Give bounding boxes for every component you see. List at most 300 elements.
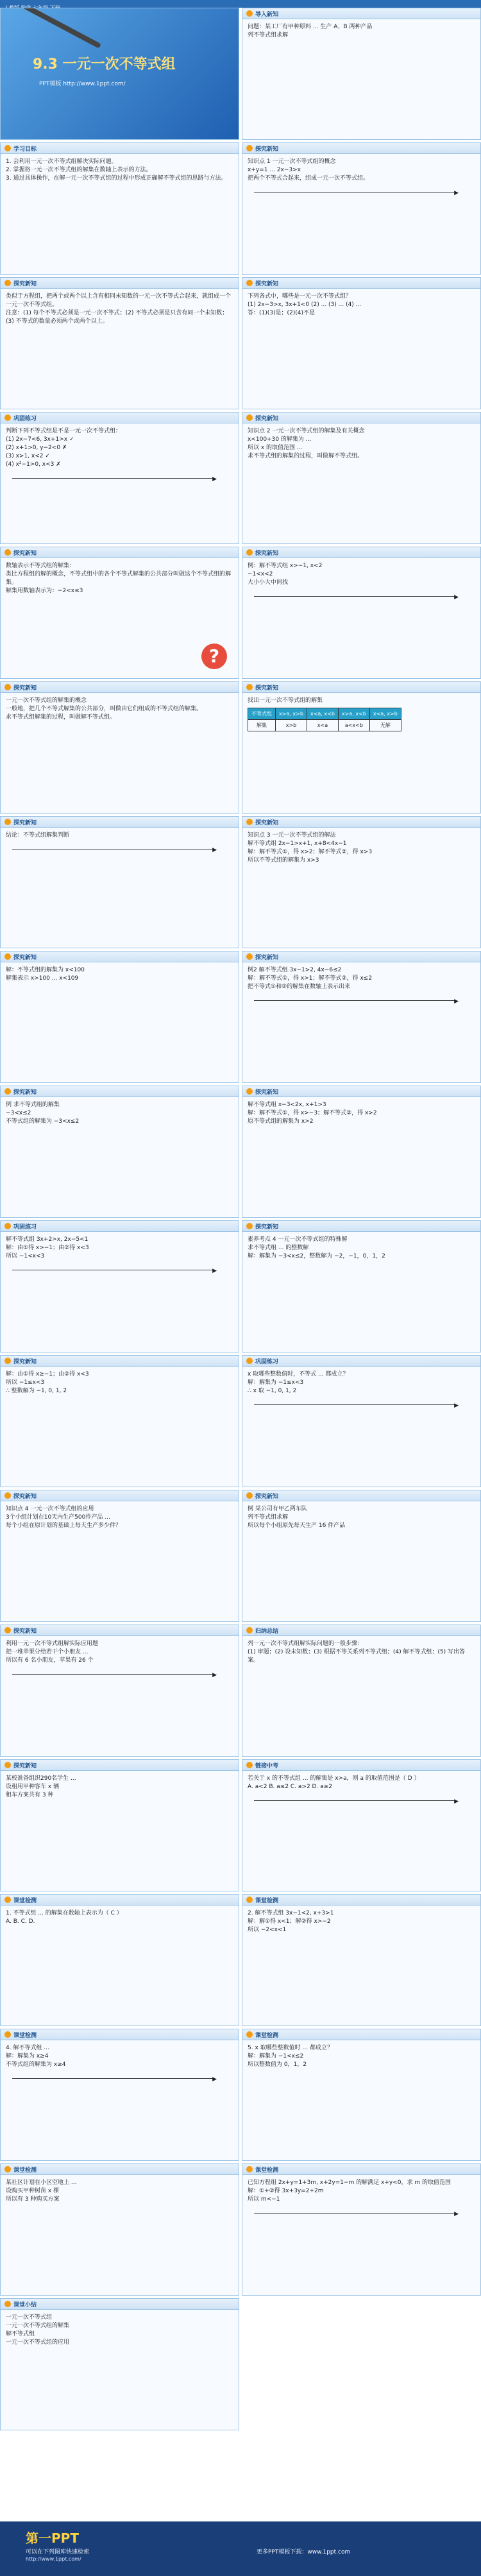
- bullet-icon: [246, 1897, 253, 1903]
- slide-body: [1, 1636, 239, 1685]
- slide-line: 大小小大中间找: [248, 579, 289, 586]
- slide-grid: [0, 8, 481, 2430]
- bullet-icon: [246, 549, 253, 556]
- slide-title: 探究新知: [13, 1493, 37, 1500]
- slide: [0, 1355, 239, 1487]
- slide-body: [1, 2040, 239, 2090]
- number-line-axis: [254, 596, 456, 597]
- slide-line: 判断下列不等式组是不是一元一次不等式组：: [6, 428, 122, 434]
- slide-line: 解：解不等式①，得 x>1；解不等式②，得 x≤2: [248, 975, 373, 982]
- bullet-icon: [246, 684, 253, 690]
- bullet-icon: [246, 414, 253, 421]
- slide-header: [1, 951, 239, 962]
- slide: [242, 142, 481, 275]
- slide-line: (1) 2x−7<6, 3x+1>x ✓: [6, 436, 74, 443]
- slide-title: 探究新知: [255, 550, 279, 557]
- slide-body: [242, 962, 480, 1012]
- slide-line: 解集用数轴表示为：−2<x≤3: [6, 588, 83, 594]
- slide-title: 课堂检测: [13, 2167, 37, 2174]
- slide-line: 所以 −2<x<1: [248, 1927, 287, 1933]
- pen-decoration: [14, 8, 101, 49]
- cover-url: PPT模板 http://www.1ppt.com/: [39, 81, 126, 87]
- slide-header: [242, 278, 480, 289]
- number-line-arrow-icon: ▶: [212, 1672, 217, 1678]
- slide: [242, 1625, 481, 1757]
- slide-body: [1, 289, 239, 330]
- table-header-cell: x<a, x<b: [307, 708, 338, 720]
- number-line-arrow-icon: ▶: [212, 847, 217, 853]
- slide-line: 所以 x 的取值范围 ...: [248, 445, 303, 451]
- table-cell: a<x<b: [338, 720, 369, 731]
- slide-title: 课堂小结: [13, 2301, 37, 2308]
- slide-title: 课堂检测: [13, 2032, 37, 2039]
- slide-line: ∴ x 取 −1, 0, 1, 2: [248, 1388, 297, 1394]
- slide-header: [242, 1356, 480, 1367]
- slide-body: [242, 1501, 480, 1534]
- slide-title: 学习目标: [13, 146, 37, 153]
- footer: [0, 2521, 481, 2576]
- slide-header: [242, 2029, 480, 2040]
- slide-header: [1, 1490, 239, 1501]
- slide-header: [242, 1625, 480, 1636]
- bullet-icon: [4, 1897, 11, 1903]
- slide-line: 某校准备组织290名学生 ...: [6, 1775, 76, 1782]
- top-bar: [0, 0, 481, 8]
- slide: [242, 412, 481, 544]
- slide-line: 一元一次不等式组: [6, 2314, 53, 2321]
- slide-body: [242, 558, 480, 608]
- slide-title: 探究新知: [255, 954, 279, 961]
- number-line-axis: [12, 1674, 214, 1675]
- slide-title: 探究新知: [13, 1628, 37, 1635]
- bullet-icon: [4, 1358, 11, 1364]
- slide-title: 探究新知: [13, 954, 37, 961]
- solution-table: [248, 708, 401, 731]
- slide-line: 知识点 4 一元一次不等式组的应用: [6, 1506, 94, 1512]
- bullet-icon: [246, 1492, 253, 1499]
- slide-body: [242, 1636, 480, 1669]
- slide: [242, 1759, 481, 1891]
- slide-line: 设购买甲种树苗 x 棵: [6, 2188, 60, 2194]
- slide-line: 所以 m<−1: [248, 2196, 280, 2203]
- slide-line: 知识点 1 一元一次不等式组的概念: [248, 158, 336, 165]
- slide-line: 所以有 3 种购买方案: [6, 2196, 60, 2203]
- slide-body: [242, 1367, 480, 1416]
- slide-line: 若关于 x 的不等式组 ... 的解集是 x>a，则 a 的取值范围是（ D ）: [248, 1775, 420, 1782]
- slide-body: [1, 828, 239, 860]
- slide-line: 2. 解不等式组 3x−1<2, x+3>1: [248, 1910, 334, 1916]
- slide-title: 探究新知: [13, 819, 37, 826]
- slide-line: 类似于方程组，把两个或两个以上含有相同未知数的一元一次不等式合起来，就组成一个一元一次不等式组。: [6, 293, 232, 308]
- bullet-icon: [246, 1762, 253, 1768]
- number-line: [248, 2206, 475, 2221]
- slide-header: [1, 2299, 239, 2310]
- slide-title: 探究新知: [255, 1089, 279, 1096]
- slide-line: (3) x>1, x<2 ✓: [6, 453, 50, 459]
- table-cell: x>b: [276, 720, 307, 731]
- slide: [0, 1086, 239, 1218]
- slide-line: A. B. C. D.: [6, 1918, 35, 1925]
- slide-header: [242, 817, 480, 828]
- slide-line: 所以有 6 名小朋友，苹果有 26 个: [6, 1657, 94, 1664]
- number-line: [6, 842, 233, 857]
- slide-line: 3. 通过具体操作，在解一元一次不等式组的过程中形成正确解不等式组的思路与方法。: [6, 175, 227, 182]
- slide-title: 探究新知: [255, 1493, 279, 1500]
- slide: [242, 951, 481, 1083]
- slide: [242, 1355, 481, 1487]
- slide-line: 解：解集为 −1<x≤2: [248, 2053, 304, 2060]
- slide-body: [1, 1501, 239, 1534]
- slide-line: 3个小组计划在10天内生产500件产品 ...: [6, 1514, 110, 1521]
- slide: [0, 816, 239, 948]
- slide-body: [1, 2175, 239, 2208]
- slide-line: 把不等式①和②的解集在数轴上表示出来: [248, 984, 351, 990]
- slide-header: [1, 817, 239, 828]
- slide-header: [242, 8, 480, 19]
- slide-body: [242, 2175, 480, 2224]
- slide-body: [242, 289, 480, 321]
- number-line-arrow-icon: ▶: [454, 1403, 459, 1409]
- slide-line: ∴ 整数解为 −1, 0, 1, 2: [6, 1388, 67, 1394]
- slide-body: [1, 1906, 239, 1930]
- slide-line: 知识点 3 一元一次不等式组的解法: [248, 832, 336, 839]
- slide-title: 探究新知: [255, 280, 279, 287]
- slide-header: [242, 143, 480, 154]
- number-line: [6, 2072, 233, 2086]
- number-line: [248, 994, 475, 1008]
- number-line-axis: [254, 1404, 456, 1405]
- slide-line: (2) x+1>0, y−2<0 ✗: [6, 445, 67, 451]
- slide-body: [242, 1232, 480, 1265]
- slide-header: [1, 547, 239, 558]
- slide-line: 1. 会利用一元一次不等式组解决实际问题。: [6, 158, 117, 165]
- slide-title: 课堂检测: [255, 1897, 279, 1904]
- question-mark-icon: ?: [201, 644, 227, 669]
- slide: [0, 2163, 239, 2296]
- slide-header: [242, 682, 480, 693]
- slide: [0, 1490, 239, 1622]
- slide-title: 探究新知: [13, 280, 37, 287]
- slide-line: 2. 掌握将一元一次不等式组的解集在数轴上表示的方法。: [6, 167, 152, 173]
- slide-line: (4) x²−1>0, x<3 ✗: [6, 461, 61, 468]
- slide: [0, 2298, 239, 2430]
- slide-line: 列不等式组求解: [248, 1514, 289, 1521]
- footer-line-1: 可以在下列图库快速检索: [26, 2549, 90, 2555]
- slide-line: 解：解不等式①，得 x>−3；解不等式②，得 x>2: [248, 1110, 377, 1116]
- slide-line: 解：由①得 x≥−1；由②得 x<3: [6, 1371, 89, 1378]
- bullet-icon: [4, 549, 11, 556]
- slide-body: [242, 423, 480, 465]
- table-header-cell: x>a, x<b: [338, 708, 369, 720]
- slide-header: [1, 1895, 239, 1906]
- slide-header: [242, 2164, 480, 2175]
- slide-body: [1, 1232, 239, 1281]
- slide: [242, 277, 481, 409]
- slide-header: [242, 1221, 480, 1232]
- slide-body: [242, 2040, 480, 2073]
- number-line-arrow-icon: ▶: [454, 998, 459, 1005]
- slide-title: 探究新知: [13, 1089, 37, 1096]
- bullet-icon: [246, 819, 253, 825]
- slide: [242, 1086, 481, 1218]
- slide-header: [1, 2164, 239, 2175]
- slide-line: 列一元一次不等式组解实际问题的一般步骤：: [248, 1641, 364, 1647]
- slide-line: 原不等式组的解集为 x>2: [248, 1118, 314, 1125]
- table-cell: x<a: [307, 720, 338, 731]
- slide-line: 解不等式组 3x+2>x, 2x−5<1: [6, 1236, 89, 1243]
- number-line: [6, 472, 233, 486]
- cover-title: 9.3 一元一次不等式组: [33, 56, 176, 73]
- slide-line: (1) 2x−3>x, 3x+1<0 (2) ... (3) ... (4) ...: [248, 302, 362, 308]
- slide-line: 租车方案共有 3 种: [6, 1792, 54, 1798]
- slide: [0, 951, 239, 1083]
- slide-line: 利用一元一次不等式组解实际应用题: [6, 1641, 99, 1647]
- number-line-arrow-icon: ▶: [212, 476, 217, 482]
- bullet-icon: [246, 145, 253, 151]
- slide-line: 所以每个小组原先每天生产 16 件产品: [248, 1523, 346, 1529]
- bullet-icon: [4, 684, 11, 690]
- bullet-icon: [246, 2031, 253, 2038]
- slide-line: 解：解集为 −1≤x<3: [248, 1379, 304, 1386]
- bullet-icon: [246, 953, 253, 960]
- number-line-arrow-icon: ▶: [454, 2211, 459, 2217]
- slide-title: 探究新知: [255, 819, 279, 826]
- number-line: [248, 1398, 475, 1412]
- slide: [0, 1894, 239, 2026]
- number-line-axis: [12, 2078, 214, 2079]
- bullet-icon: [4, 1762, 11, 1768]
- slide-body: [242, 1906, 480, 1938]
- slide-title: 导入新知: [255, 11, 279, 18]
- bullet-icon: [4, 953, 11, 960]
- slide: [242, 547, 481, 679]
- slide-body: [1, 154, 239, 187]
- number-line: [248, 1794, 475, 1808]
- slide: [242, 2163, 481, 2296]
- slide-body: [1, 558, 239, 599]
- slide-line: 所以不等式组的解集为 x>3: [248, 857, 319, 864]
- slide-line: 把一堆苹果分给若干个小朋友 ...: [6, 1649, 89, 1655]
- number-line-axis: [254, 1000, 456, 1001]
- slide-line: 某社区计划在小区空地上 ...: [6, 2179, 77, 2186]
- slide-title: 探究新知: [255, 1224, 279, 1231]
- slide-line: 求不等式组 ... 的整数解: [248, 1245, 309, 1251]
- bullet-icon: [4, 414, 11, 421]
- slide-body: [242, 154, 480, 203]
- number-line-arrow-icon: ▶: [212, 1268, 217, 1274]
- slide-line: x+y=1 ... 2x−3>x: [248, 167, 301, 173]
- slide: [0, 412, 239, 544]
- bullet-icon: [4, 1088, 11, 1095]
- slide-line: 一元一次不等式组的应用: [6, 2339, 70, 2346]
- cover-slide: [0, 8, 239, 140]
- slide-line: 结论：不等式组解集判断: [6, 832, 70, 839]
- slide-line: 答：(1)(3)是；(2)(4)不是: [248, 310, 315, 316]
- slide-line: 解不等式组 x−3<2x, x+1>3: [248, 1102, 326, 1108]
- slide-line: 问题：某工厂有甲种原料 ... 生产 A、B 两种产品: [248, 24, 373, 30]
- slide-body: [242, 828, 480, 869]
- slide-body: [242, 693, 480, 735]
- slide: [242, 2029, 481, 2161]
- slide-line: 例2 解不等式组 3x−1>2, 4x−6≤2: [248, 967, 342, 973]
- slide-title: 课堂检测: [13, 1897, 37, 1904]
- slide-header: [242, 951, 480, 962]
- slide-body: [1, 1367, 239, 1399]
- slide-line: 例 求不等式组的解集: [6, 1102, 60, 1108]
- table-cell: 解集: [248, 720, 276, 731]
- slide-body: [1, 962, 239, 987]
- slide-line: 不等式组的解集为 x≥4: [6, 2061, 66, 2068]
- slide-header: [1, 1356, 239, 1367]
- slide-line: −1<x<2: [248, 571, 273, 577]
- slide-body: [1, 693, 239, 726]
- slide-line: 下列各式中，哪些是一元一次不等式组？: [248, 293, 352, 300]
- slide-line: 所以 −1<x<3: [6, 1253, 45, 1259]
- slide-line: 列不等式组求解: [248, 32, 289, 38]
- slide-line: x<100+30 的解集为 ...: [248, 436, 312, 443]
- bullet-icon: [246, 1223, 253, 1229]
- slide-line: 注意：(1) 每个不等式必须是一元一次不等式；(2) 不等式必须是只含有同一个未知数；(3) 不等式的数量必须两个或两个以上。: [6, 310, 228, 325]
- number-line-arrow-icon: ▶: [212, 2076, 217, 2083]
- bullet-icon: [4, 2301, 11, 2307]
- slide: [242, 1894, 481, 2026]
- slide-line: 求不等式组解集的过程，叫做解不等式组。: [6, 714, 116, 721]
- bullet-icon: [4, 1223, 11, 1229]
- slide-title: 探究新知: [13, 1762, 37, 1770]
- slide-title: 链接中考: [255, 1762, 279, 1770]
- slide-header: [242, 1490, 480, 1501]
- slide-title: 巩固练习: [13, 1224, 37, 1231]
- number-line-arrow-icon: ▶: [454, 594, 459, 601]
- slide-header: [1, 1086, 239, 1097]
- slide-header: [242, 1086, 480, 1097]
- slide-line: 解不等式组 2x−1>x+1, x+8<4x−1: [248, 840, 347, 847]
- slide-line: 把两个不等式合起来，组成一元一次不等式组。: [248, 175, 369, 182]
- slide-header: [242, 413, 480, 423]
- slide: [0, 1759, 239, 1891]
- table-header-cell: x>a, x>b: [276, 708, 307, 720]
- slide-line: 所以整数值为 0，1，2: [248, 2061, 307, 2068]
- number-line: [248, 185, 475, 200]
- slide-line: x 取哪些整数值时，不等式 ... 都成立？: [248, 1371, 349, 1378]
- number-line-arrow-icon: ▶: [454, 190, 459, 196]
- slide: [242, 816, 481, 948]
- slide-line: (1) 审题；(2) 设未知数；(3) 根据不等关系列不等式组；(4) 解不等式组；(5) 写出答案。: [248, 1649, 466, 1664]
- slide-line: 知识点 2 一元一次不等式组的解集及有关概念: [248, 428, 365, 434]
- slide-line: 解不等式组: [6, 2331, 35, 2337]
- slide-line: 素养考点 4 一元一次不等式组的特殊解: [248, 1236, 348, 1243]
- slide-line: 解：①+②得 3x+3y=2+2m: [248, 2188, 324, 2194]
- number-line-axis: [254, 1800, 456, 1801]
- footer-logo: 第一PPT: [26, 2530, 79, 2546]
- slide-line: 1. 不等式组 ... 的解集在数轴上表示为（ C ）: [6, 1910, 122, 1916]
- slide: [242, 1490, 481, 1622]
- slide-line: 不等式组的解集为 −3<x≤2: [6, 1118, 80, 1125]
- slide-header: [1, 278, 239, 289]
- slide-title: 探究新知: [13, 1358, 37, 1365]
- bullet-icon: [4, 1492, 11, 1499]
- slide: [0, 142, 239, 275]
- bullet-icon: [246, 2166, 253, 2172]
- slide-line: 解：解不等式①，得 x>2；解不等式②，得 x>3: [248, 849, 373, 855]
- bullet-icon: [4, 2031, 11, 2038]
- slide-line: 例 某公司有甲乙两车队: [248, 1506, 307, 1512]
- slide-line: 4. 解不等式组 ...: [6, 2045, 49, 2051]
- slide-line: 解：解①得 x<1；解②得 x>−2: [248, 1918, 331, 1925]
- slide-line: 一般地，把几个不等式解集的公共部分，叫做由它们组成的不等式组的解集。: [6, 706, 203, 712]
- slide-line: 解：解集为 −3<x≤2，整数解为 −2，−1，0，1，2: [248, 1253, 385, 1259]
- number-line: [6, 1668, 233, 1682]
- slide-body: [1, 2310, 239, 2351]
- slide-line: A. a<2 B. a≤2 C. a>2 D. a≥2: [248, 1784, 332, 1790]
- bullet-icon: [4, 1627, 11, 1633]
- slide-body: [242, 1771, 480, 1812]
- slide-line: 求不等式组的解集的过程，叫做解不等式组。: [248, 453, 364, 459]
- slide: [242, 681, 481, 814]
- slide-title: 课堂检测: [255, 2032, 279, 2039]
- bullet-icon: [246, 1088, 253, 1095]
- footer-url[interactable]: http://www.1ppt.com/: [26, 2556, 81, 2562]
- bullet-icon: [4, 2166, 11, 2172]
- slide-line: 已知方程组 2x+y=1+3m, x+2y=1−m 的解满足 x+y<0，求 m 的取值范围: [248, 2179, 451, 2186]
- number-line: [6, 1263, 233, 1277]
- slide-header: [1, 2029, 239, 2040]
- slide-title: 探究新知: [255, 685, 279, 692]
- slide: [242, 8, 481, 140]
- slide-title: 归纳总结: [255, 1628, 279, 1635]
- footer-line-3: 更多PPT模板下载：www.1ppt.com: [257, 2549, 351, 2555]
- slide: [0, 2029, 239, 2161]
- table-header-cell: 不等式组: [248, 708, 276, 720]
- slide-body: [242, 1097, 480, 1130]
- slide-line: 设租用甲种客车 x 辆: [6, 1784, 60, 1790]
- slide: [0, 1220, 239, 1352]
- slide-line: 找出一元一次不等式组的解集: [248, 697, 323, 704]
- slide: [0, 1625, 239, 1757]
- number-line-arrow-icon: ▶: [454, 1798, 459, 1805]
- slide-body: [1, 423, 239, 490]
- slide-title: 探究新知: [255, 415, 279, 422]
- slide-title: 课堂检测: [255, 2167, 279, 2174]
- slide-line: 类比方程组的解的概念，不等式组中的各个不等式解集的公共部分叫做这个不等式组的解集。: [6, 571, 232, 586]
- bullet-icon: [4, 819, 11, 825]
- bullet-icon: [246, 1627, 253, 1633]
- bullet-icon: [4, 145, 11, 151]
- slide-header: [242, 547, 480, 558]
- slide-title: 巩固练习: [255, 1358, 279, 1365]
- slide: [242, 1220, 481, 1352]
- slide-header: [1, 682, 239, 693]
- slide-title: 探究新知: [13, 550, 37, 557]
- slide-body: [1, 1771, 239, 1804]
- slide-line: 一元一次不等式组的解集: [6, 2323, 70, 2329]
- slide-header: [242, 1895, 480, 1906]
- table-cell: 无解: [369, 720, 401, 731]
- slide: [0, 681, 239, 814]
- slide-title: 巩固练习: [13, 415, 37, 422]
- number-line: [248, 590, 475, 604]
- slide-line: 解集表示 x>100 ... x<109: [6, 975, 79, 982]
- slide-header: [242, 1760, 480, 1771]
- slide: [0, 547, 239, 679]
- slide-line: 数轴表示不等式组的解集：: [6, 563, 76, 569]
- slide-header: [1, 1221, 239, 1232]
- slide-title: 探究新知: [13, 685, 37, 692]
- slide-line: 所以 −1≤x<3: [6, 1379, 45, 1386]
- slide-line: −3<x≤2: [6, 1110, 31, 1116]
- slide-line: 每个小组在原计划的基础上每天生产多少件？: [6, 1523, 122, 1529]
- slide: [0, 277, 239, 409]
